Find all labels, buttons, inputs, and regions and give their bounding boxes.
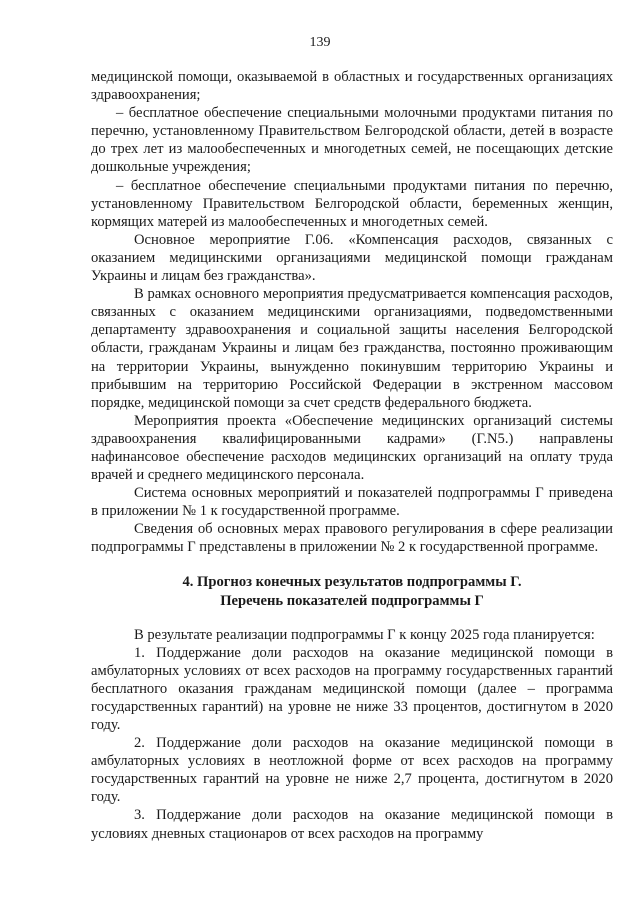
- paragraph: В рамках основного мероприятия предусматривается компенсация расходов, связанных с оказанием медицинскими организациями, подведомственными департаменту здравоохранения и социальной защиты населения Белгородской области, гражданам Украины и лицам без гражданства, постоянно проживающим на территории Украины, вынужденно покинувшим территорию Украины и прибывшим на территорию Российской Федерации в экстренном массовом порядке, медицинской помощи за счет средств федерального бюджета.: [91, 286, 613, 411]
- paragraph: Сведения об основных мерах правового регулирования в сфере реализации подпрограммы Г представлены в приложении № 2 к государственной программе.: [91, 521, 613, 556]
- section-heading-line-1: 4. Прогноз конечных результатов подпрограммы Г.: [182, 573, 522, 590]
- paragraph: Основное мероприятие Г.06. «Компенсация расходов, связанных с оказанием медицинскими организациями медицинской помощи гражданам Украины и лицам без гражданства».: [91, 231, 613, 285]
- numbered-item: 2. Поддержание доли расходов на оказание медицинской помощи в амбулаторных условиях в неотложной форме от всех расходов на программу государственных гарантий на уровне не ниже 2,7 процента, достигнутом в 2020 году.: [91, 735, 613, 806]
- page-number: 139: [309, 35, 331, 50]
- list-item: – бесплатное обеспечение специальными молочными продуктами питания по перечню, установленному Правительством Белгородской области, детей в возрасте до трех лет из малообеспеченных и многодетных семей, не посещающих детские дошкольные учреждения;: [91, 105, 613, 176]
- paragraph: Система основных мероприятий и показателей подпрограммы Г приведена в приложении № 1 к государственной программе.: [91, 485, 613, 520]
- numbered-item: 3. Поддержание доли расходов на оказание медицинской помощи в условиях дневных стационаров от всех расходов на программу: [91, 807, 613, 842]
- section-heading-line-2: Перечень показателей подпрограммы Г: [220, 592, 484, 609]
- paragraph: Мероприятия проекта «Обеспечение медицинских организаций системы здравоохранения квалифицированными кадрами» (Г.N5.) направлены нафинансовое обеспечение расходов медицинских организаций на оплату труда врачей и среднего медицинского персонала.: [91, 412, 613, 484]
- numbered-item: 1. Поддержание доли расходов на оказание медицинской помощи в амбулаторных условиях от всех расходов на программу государственных гарантий бесплатного оказания гражданам медицинской помощи (далее – программа государственных гарантий) на уровне не ниже 33 процентов, достигнутом в 2020 году.: [91, 644, 613, 733]
- section-heading: [91, 573, 613, 611]
- list-item: – бесплатное обеспечение специальными продуктами питания по перечню, установленному Правительством Белгородской области, беременных женщин, кормящих матерей из малообеспеченных и многодетных семей.: [91, 177, 613, 230]
- paragraph: медицинской помощи, оказываемой в областных и государственных организациях здравоохранения;: [91, 69, 613, 104]
- paragraph: В результате реализации подпрограммы Г к концу 2025 года планируется:: [134, 626, 595, 643]
- document-body: [91, 68, 613, 843]
